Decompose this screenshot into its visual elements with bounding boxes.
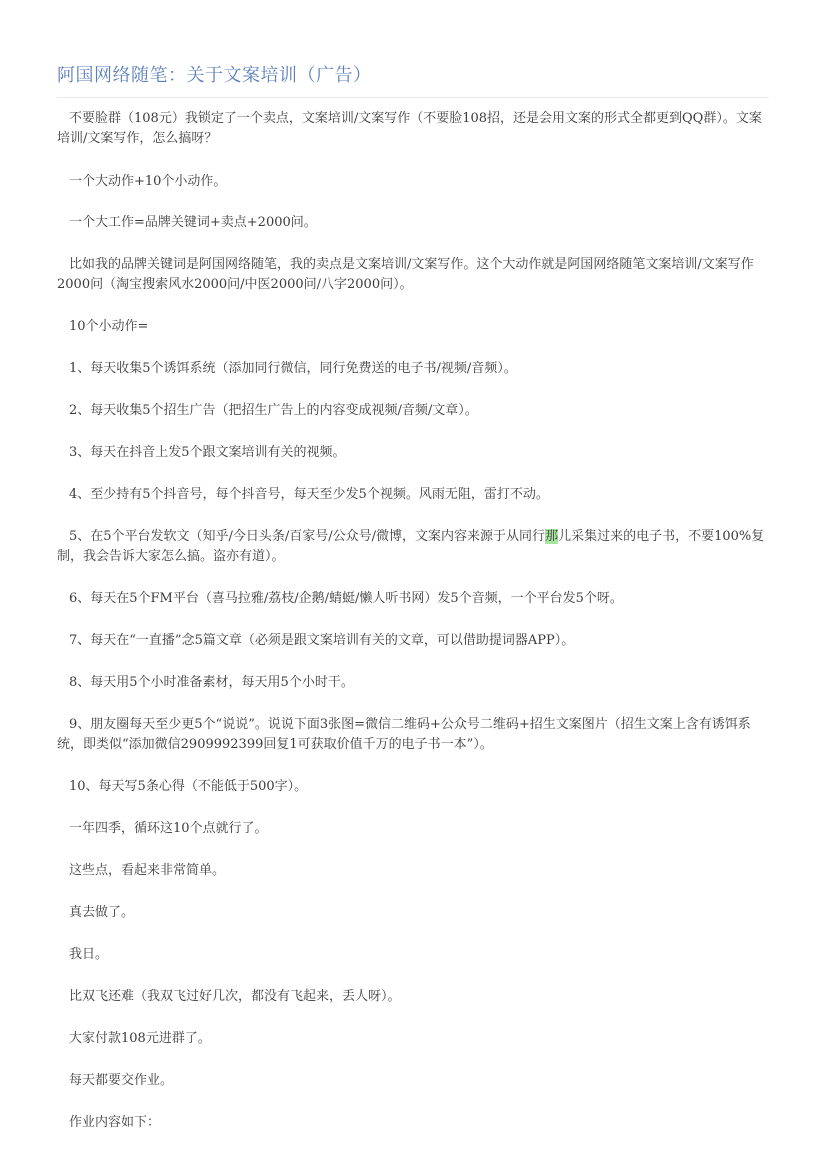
- title-divider: [57, 97, 769, 98]
- paragraph: 不要脸群（108元）我锁定了一个卖点，文案培训/文案写作（不要脸108招，还是会用文案的形式全都更到QQ群）。文案培训/文案写作，怎么搞呀？: [57, 111, 762, 146]
- paragraph: 每天都要交作业。: [69, 1073, 174, 1088]
- paragraph: 一个大工作=品牌关键词+卖点+2000问。: [69, 215, 317, 230]
- paragraph: 比双飞还难（我双飞过好几次，都没有飞起来，丢人呀）。: [69, 989, 401, 1004]
- list-item: 3、每天在抖音上发5个跟文案培训有关的视频。: [69, 445, 346, 460]
- list-item: 8、每天用5个小时准备素材，每天用5个小时干。: [69, 675, 354, 690]
- list-item: 6、每天在5个FM平台（喜马拉雅/荔枝/企鹅/蜻蜓/懒人听书网）发5个音频，一个平台发5个呀。: [69, 591, 623, 606]
- paragraph: 一个大动作+10个小动作。: [69, 174, 227, 189]
- list-item: 10、每天写5条心得（不能低于500字）。: [69, 779, 308, 794]
- paragraph: 作业内容如下：: [69, 1115, 161, 1130]
- highlighted-text: 那: [545, 529, 559, 544]
- list-item: 9、朋友圈每天至少更5个“说说”。说说下面3张图=微信二维码+公众号二维码+招生文案图片（招生文案上含有诱饵系统，即类似“添加微信2909992399回复1可获取价值千万的电子书一本”）。: [57, 717, 751, 752]
- article-title: 阿国网络随笔：关于文案培训（广告）: [57, 65, 372, 86]
- paragraph: 真去做了。: [69, 905, 135, 920]
- list-item: 7、每天在“一直播”念5篇文章（必须是跟文案培训有关的文章，可以借助提词器APP）。: [69, 633, 575, 648]
- list-item: 2、每天收集5个招生广告（把招生广告上的内容变成视频/音频/文章）。: [69, 403, 478, 418]
- paragraph: 我日。: [69, 947, 109, 962]
- list-item: 1、每天收集5个诱饵系统（添加同行微信，同行免费送的电子书/视频/音频）。: [69, 361, 517, 376]
- list-item: 5、在5个平台发软文（知乎/今日头条/百家号/公众号/微博，文案内容来源于从同行那儿采集过来的电子书，不要100%复制，我会告诉大家怎么搞。盗亦有道）。: [57, 529, 765, 564]
- list-item: 4、至少持有5个抖音号，每个抖音号，每天至少发5个视频。风雨无阻，雷打不动。: [69, 487, 549, 502]
- paragraph: 一年四季，循环这10个点就行了。: [69, 821, 268, 836]
- paragraph: 这些点，看起来非常简单。: [69, 863, 226, 878]
- paragraph: 比如我的品牌关键词是阿国网络随笔，我的卖点是文案培训/文案写作。这个大动作就是阿国网络随笔文案培训/文案写作2000问（淘宝搜索风水2000问/中医2000问/八字2000问）。: [57, 257, 754, 292]
- paragraph: 大家付款108元进群了。: [69, 1031, 211, 1046]
- paragraph: 10个小动作=: [69, 319, 149, 334]
